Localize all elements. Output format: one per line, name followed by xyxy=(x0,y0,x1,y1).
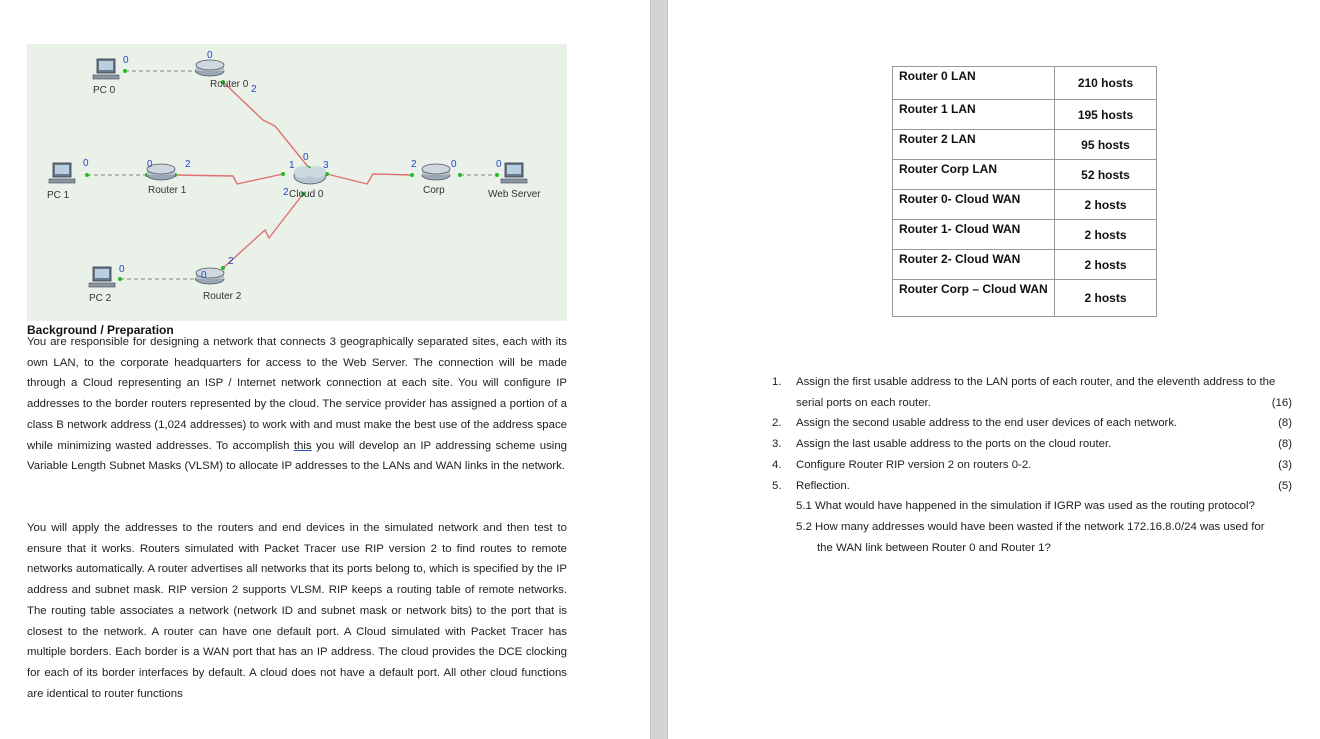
task-number: 4. xyxy=(772,458,782,471)
link-router0-cloud xyxy=(223,82,309,168)
table-cell-network: Router 0- Cloud WAN xyxy=(893,190,1055,220)
table-cell-hosts: 52 hosts xyxy=(1055,160,1157,190)
list-item xyxy=(772,434,1292,455)
network-diagram xyxy=(27,44,567,321)
cloud0-icon xyxy=(294,166,326,184)
port-label: 0 xyxy=(201,270,207,281)
spellcheck-word: this xyxy=(293,439,312,452)
table-cell-hosts: 2 hosts xyxy=(1055,250,1157,280)
port-label: 0 xyxy=(496,159,502,170)
list-item xyxy=(772,372,1292,413)
list-item xyxy=(772,455,1292,476)
reflection-text: 5.1 What would have happened in the simulation if IGRP was used as the routing protocol? xyxy=(796,500,1255,513)
web-server-icon xyxy=(501,163,527,183)
table-cell-network: Router Corp – Cloud WAN xyxy=(893,280,1055,317)
cloud0-label: Cloud 0 xyxy=(289,189,324,200)
table-cell-hosts: 195 hosts xyxy=(1055,100,1157,130)
port-label: 2 xyxy=(251,84,257,95)
task-text: Assign the second usable address to the end user devices of each network. xyxy=(796,417,1178,430)
table-cell-network: Router Corp LAN xyxy=(893,160,1055,190)
table-cell-network: Router 1- Cloud WAN xyxy=(893,220,1055,250)
port-label: 2 xyxy=(185,159,191,170)
table-row xyxy=(893,160,1157,190)
right-page xyxy=(668,0,1320,739)
table-row xyxy=(893,220,1157,250)
router2-label: Router 2 xyxy=(203,291,242,302)
reflection-continuation: the WAN link between Router 0 and Router 1? xyxy=(817,541,1051,554)
background-title: Background / Preparation xyxy=(27,323,174,337)
table-row xyxy=(893,250,1157,280)
task-number: 5. xyxy=(772,479,782,492)
paragraph-text: You are responsible for designing a network that connects 3 geographically separated sites, each with its own LAN, to the corporate headquarters for access to the Web Server. The connection will be made through a Cloud representing an ISP / Internet network connection at each site. You will configure IP addresses to the border routers represented by the cloud. The service provider has assigned a portion of a class B network address (1,024 addresses) to work with and must make the best use of the address space while minimizing wasted addresses. To accomplish xyxy=(27,336,567,452)
table-row xyxy=(893,130,1157,160)
port-label: 0 xyxy=(123,55,129,66)
hosts-table xyxy=(892,66,1157,317)
table-cell-hosts: 95 hosts xyxy=(1055,130,1157,160)
port-label: 0 xyxy=(451,159,457,170)
task-points: (16) xyxy=(1271,396,1292,409)
task-number: 3. xyxy=(772,438,782,451)
task-points: (8) xyxy=(1278,438,1292,451)
table-cell-network: Router 2 LAN xyxy=(893,130,1055,160)
task-points: (8) xyxy=(1278,417,1292,430)
table-row xyxy=(893,190,1157,220)
table-cell-network: Router 2- Cloud WAN xyxy=(893,250,1055,280)
port-label: 0 xyxy=(83,158,89,169)
port-label: 0 xyxy=(119,264,125,275)
task-points: (5) xyxy=(1278,479,1292,492)
list-item xyxy=(772,476,1292,497)
port-label: 2 xyxy=(411,159,417,170)
reflection-question xyxy=(796,496,1292,517)
task-text: Reflection. xyxy=(796,479,850,492)
pc2-icon xyxy=(89,267,115,287)
port-label: 0 xyxy=(207,50,213,61)
pc1-label: PC 1 xyxy=(47,190,70,201)
page-gap xyxy=(650,0,668,739)
pc0-icon xyxy=(93,59,119,79)
table-cell-network: Router 0 LAN xyxy=(893,67,1055,100)
table-row xyxy=(893,100,1157,130)
pc1-icon xyxy=(49,163,75,183)
web-server-label: Web Server xyxy=(488,189,541,200)
background-paragraph-1 xyxy=(27,332,567,477)
task-text: Configure Router RIP version 2 on routers 0-2. xyxy=(796,458,1032,471)
table-row xyxy=(893,67,1157,100)
table-cell-hosts: 2 hosts xyxy=(1055,190,1157,220)
table-cell-hosts: 2 hosts xyxy=(1055,220,1157,250)
router0-icon xyxy=(196,60,224,76)
table-cell-hosts: 210 hosts xyxy=(1055,67,1157,100)
port-label: 2 xyxy=(283,187,289,198)
link-router1-cloud xyxy=(175,174,283,184)
port-label: 0 xyxy=(303,152,309,163)
list-item xyxy=(772,413,1292,434)
router1-label: Router 1 xyxy=(148,185,187,196)
table-row xyxy=(893,280,1157,317)
task-text: Assign the last usable address to the ports on the cloud router. xyxy=(796,438,1112,451)
port-label: 1 xyxy=(289,160,295,171)
table-cell-network: Router 1 LAN xyxy=(893,100,1055,130)
corp-label: Corp xyxy=(423,185,445,196)
task-list xyxy=(772,372,1292,558)
task-points: (3) xyxy=(1278,458,1292,471)
reflection-question xyxy=(796,517,1292,558)
left-page xyxy=(0,0,650,739)
router0-label: Router 0 xyxy=(210,79,249,90)
background-paragraph-2: You will apply the addresses to the routers and end devices in the simulated network and then test to ensure that it works. Routers simulated with Packet Tracer use RIP version 2 to find routes to remote networks automatically. A router advertises all networks that its ports belong to, which is specified by the IP address and subnet mask. RIP version 2 supports VLSM. RIP keeps a routing table of remote networks. The routing table associates a network (network ID and subnet mask or network bits) to the port that is closest to the network. A router can have one default port. A Cloud simulated with Packet Tracer has multiple borders. Each border is a WAN port that has an IP address. The cloud provides the DCE clocking for each of its border interfaces by default. A cloud does not have a default port. All other cloud functions are identical to router functions xyxy=(27,522,567,700)
link-cloud-corp xyxy=(327,174,412,184)
task-text: Assign the first usable address to the LAN ports of each router, and the eleventh address to the serial ports on each router. xyxy=(796,376,1276,409)
link-router2-cloud xyxy=(223,194,303,268)
corp-router-icon xyxy=(422,164,450,180)
pc2-label: PC 2 xyxy=(89,293,112,304)
reflection-text: 5.2 How many addresses would have been wasted if the network 172.16.8.0/24 was used for xyxy=(796,520,1265,533)
pc0-label: PC 0 xyxy=(93,85,116,96)
port-label: 0 xyxy=(147,159,153,170)
port-label: 3 xyxy=(323,160,329,171)
paragraph-text: you will develop an IP addressing scheme using Variable Length Subnet Masks (VLSM) to allocate IP addresses to the LANs and WAN links in the network. xyxy=(27,439,567,473)
port-label: 2 xyxy=(228,256,234,267)
table-cell-hosts: 2 hosts xyxy=(1055,280,1157,317)
task-number: 1. xyxy=(772,376,782,388)
task-number: 2. xyxy=(772,417,782,430)
